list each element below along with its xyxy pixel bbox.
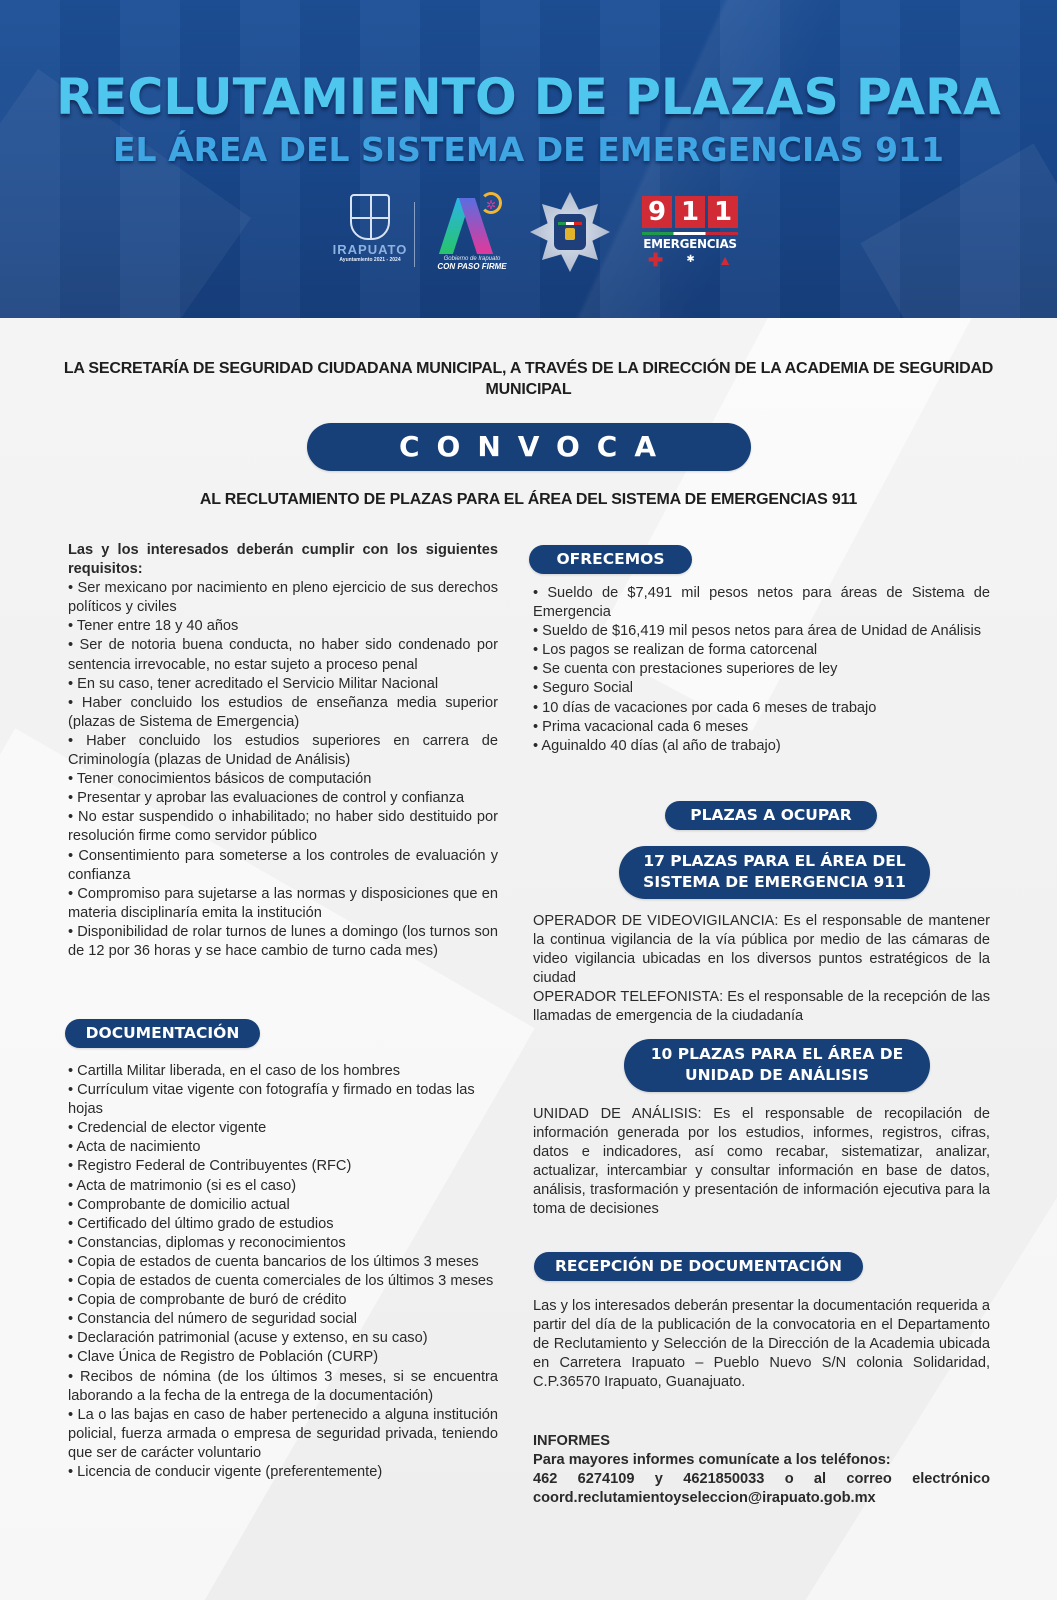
red-cross-icon: ✚ xyxy=(648,250,664,270)
documento-item: • Acta de nacimiento xyxy=(68,1139,201,1156)
documento-item: • Comprobante de domicilio actual xyxy=(68,1196,290,1213)
documento-item: • Certificado del último grado de estudios xyxy=(68,1215,334,1232)
hero-title-line1: RECLUTAMIENTO DE PLAZAS PARA xyxy=(56,68,1001,126)
plazas-10-heading xyxy=(624,1039,930,1092)
documentacion-list xyxy=(68,1062,498,1482)
gobierno-line2: CON PASO FIRME xyxy=(437,262,507,271)
documento-item: • La o las bajas en caso de haber pertenecido a alguna institución policial, fuerza armada o empresa de seguridad privada, teniendo que ser de carácter voluntario xyxy=(68,1406,498,1461)
coat-of-arms-icon xyxy=(350,194,390,240)
digit-1: 1 xyxy=(675,196,705,228)
documento-item: • Constancia del número de seguridad social xyxy=(68,1311,358,1328)
irapuato-wordmark: IRAPUATO xyxy=(332,242,408,257)
documento-item: • Credencial de elector vigente xyxy=(68,1120,267,1137)
beneficio-item: • Los pagos se realizan de forma catorcenal xyxy=(533,642,818,659)
beneficio-item: • Se cuenta con prestaciones superiores de ley xyxy=(533,661,838,678)
requisito-item: • Ser mexicano por nacimiento en pleno ejercicio de sus derechos políticos y civiles xyxy=(68,580,498,616)
documento-item: • Copia de comprobante de buró de crédito xyxy=(68,1292,347,1309)
documento-item: • Currículum vitae vigente con fotografía y firmado en todas las hojas xyxy=(68,1082,475,1118)
digit-9: 9 xyxy=(642,196,672,228)
informes-email[interactable]: coord.reclutamientoyseleccion@irapuato.gob.mx xyxy=(533,1490,876,1507)
documento-item: • Licencia de conducir vigente (preferentemente) xyxy=(68,1463,383,1480)
requisito-item: • Presentar y aprobar las evaluaciones de control y confianza xyxy=(68,790,465,807)
recepcion-section xyxy=(533,1297,990,1392)
flag-stripe xyxy=(642,232,738,235)
gobierno-line1: Gobierno de Irapuato xyxy=(443,256,501,262)
plazas-10-line1: 10 PLAZAS PARA EL ÁREA DE xyxy=(650,1045,904,1063)
beneficio-item: • Sueldo de $7,491 mil pesos netos para áreas de Sistema de Emergencia xyxy=(533,585,990,621)
documento-item: • Clave Única de Registro de Población (CURP) xyxy=(68,1349,379,1366)
documento-item: • Registro Federal de Contribuyentes (RFC) xyxy=(68,1158,352,1175)
logo-divider xyxy=(414,202,415,267)
beneficio-item: • Aguinaldo 40 días (al año de trabajo) xyxy=(533,737,781,754)
plazas-10-line2: UNIDAD DE ANÁLISIS xyxy=(684,1066,869,1084)
plazas-10-descriptions xyxy=(533,1105,990,1220)
requisito-item: • Consentimiento para someterse a los controles de evaluación y confianza xyxy=(68,847,498,883)
irapuato-subtitle: Ayuntamiento 2021 - 2024 xyxy=(339,257,401,263)
requisito-item: • Disponibilidad de rolar turnos de lunes a domingo (los turnos son de 12 por 36 horas y se hace cambio de turno cada mes) xyxy=(68,923,498,959)
issuer-heading: LA SECRETARÍA DE SEGURIDAD CIUDADANA MUNICIPAL, A TRAVÉS DE LA DIRECCIÓN DE LA ACADEMIA DE SEGURIDAD MUNICIPAL xyxy=(63,360,994,398)
emergencias-word: EMERGENCIAS xyxy=(643,237,737,251)
documento-item: • Cartilla Militar liberada, en el caso de los hombres xyxy=(68,1063,400,1079)
subject-heading: AL RECLUTAMIENTO DE PLAZAS PARA EL ÁREA DEL SISTEMA DE EMERGENCIAS 911 xyxy=(199,491,858,508)
requisito-item: • Haber concluido los estudios superiores en carrera de Criminología (plazas de Unidad de Análisis) xyxy=(68,732,498,769)
police-star-icon: ✱ xyxy=(686,254,695,265)
beneficio-item: • Prima vacacional cada 6 meses xyxy=(533,718,749,735)
requisito-item: • En su caso, tener acreditado el Servicio Militar Nacional xyxy=(68,675,439,692)
recepcion-text: Las y los interesados deberán presentar la documentación requerida a partir del día de la publicación de la convocatoria en el Departamento de Reclutamiento y Selección de la Dirección de la Academia ubicada en Carretera Irapuato – Pueblo Nuevo S/N colonia Solidaridad, C.P.36570 Irapuato, Guanajuato. xyxy=(533,1298,990,1391)
requisito-item: • Tener conocimientos básicos de computación xyxy=(68,771,372,788)
police-badge-logo xyxy=(528,192,612,276)
documento-item: • Acta de matrimonio (si es el caso) xyxy=(68,1177,297,1194)
informes-line1: Para mayores informes comunícate a los teléfonos: xyxy=(533,1452,891,1469)
plazas-17-line2: SISTEMA DE EMERGENCIA 911 xyxy=(643,873,906,891)
police-badge-icon xyxy=(530,192,610,272)
videovigilancia-description: OPERADOR DE VIDEOVIGILANCIA: Es el responsable de mantener la continua vigilancia de la vía pública por medio de las cámaras de video vigilancia ubicadas en los diversos puntos estratégicos de la ciudad xyxy=(533,913,990,987)
recepcion-heading: RECEPCIÓN DE DOCUMENTACIÓN xyxy=(534,1252,863,1281)
documento-item: • Recibos de nómina (de los últimos 3 meses, si se encuentra laborando a la fecha de la entrega de la documentación) xyxy=(68,1368,498,1404)
logo-strip xyxy=(330,192,760,282)
plazas-17-heading xyxy=(619,846,930,899)
informes-section xyxy=(533,1432,990,1508)
paso-firme-a-icon: ✲ xyxy=(442,192,502,254)
requisito-item: • Ser de notoria buena conducta, no haber sido condenado por sentencia irrevocable, no estar sujeto a proceso penal xyxy=(68,637,498,673)
beneficio-item: • Seguro Social xyxy=(533,680,634,697)
documento-item: • Copia de estados de cuenta comerciales de los últimos 3 meses xyxy=(68,1273,494,1290)
gobierno-logo xyxy=(432,192,512,277)
requisito-item: • Haber concluido los estudios de enseñanza media superior (plazas de Sistema de Emergencia) xyxy=(68,694,498,730)
beneficio-item: • Sueldo de $16,419 mil pesos netos para área de Unidad de Análisis xyxy=(533,623,982,640)
documento-item: • Constancias, diplomas y reconocimientos xyxy=(68,1234,346,1251)
telefonista-description: OPERADOR TELEFONISTA: Es el responsable de la recepción de las llamadas de emergencia de la ciudadanía xyxy=(533,989,990,1025)
requisito-item: • Tener entre 18 y 40 años xyxy=(68,618,239,635)
ofrecemos-heading: OFRECEMOS xyxy=(529,545,692,574)
hero-banner xyxy=(0,0,1057,318)
requisitos-list xyxy=(68,579,498,961)
documento-item: • Copia de estados de cuenta bancarios de los últimos 3 meses xyxy=(68,1253,479,1270)
firefighter-icon: ▲ xyxy=(718,252,732,268)
irapuato-logo xyxy=(330,192,410,277)
plazas-17-descriptions xyxy=(533,912,990,1027)
informes-title: INFORMES xyxy=(533,1433,611,1449)
requisito-item: • No estar suspendido o inhabilitado; no haber sido destituido por resolución firme como servidor público xyxy=(68,809,498,845)
informes-phones: 462 6274109 y 4621850033 o al correo electrónico xyxy=(533,1471,990,1488)
documentacion-heading: DOCUMENTACIÓN xyxy=(65,1019,260,1048)
digit-1-second: 1 xyxy=(708,196,738,228)
convoca-banner: CONVOCA xyxy=(307,423,751,471)
hero-title-line2: EL ÁREA DEL SISTEMA DE EMERGENCIAS 911 xyxy=(113,130,944,169)
ofrecemos-list xyxy=(533,584,990,756)
requisito-item: • Compromiso para sujetarse a las normas y disposiciones que en materia disciplinaría emita la institución xyxy=(68,885,498,921)
unidad-analisis-description: UNIDAD DE ANÁLISIS: Es el responsable de recopilación de información generada por los estudios, informes, registros, cifras, datos e indicadores, así como recabar, sistematizar, analizar, actualizar, intercambiar y consultar información en base de datos, análisis, trasformación y presentación de información ejecutiva para la toma de decisiones xyxy=(533,1106,990,1218)
plazas-17-line1: 17 PLAZAS PARA EL ÁREA DEL xyxy=(643,852,906,870)
documento-item: • Declaración patrimonial (acuse y extenso, en su caso) xyxy=(68,1330,428,1347)
plazas-heading: PLAZAS A OCUPAR xyxy=(665,801,877,830)
requisitos-section xyxy=(68,541,498,961)
beneficio-item: • 10 días de vacaciones por cada 6 meses de trabajo xyxy=(533,699,877,716)
emergencias-911-logo xyxy=(640,196,740,276)
requisitos-intro: Las y los interesados deberán cumplir con los siguientes requisitos: xyxy=(68,542,498,578)
